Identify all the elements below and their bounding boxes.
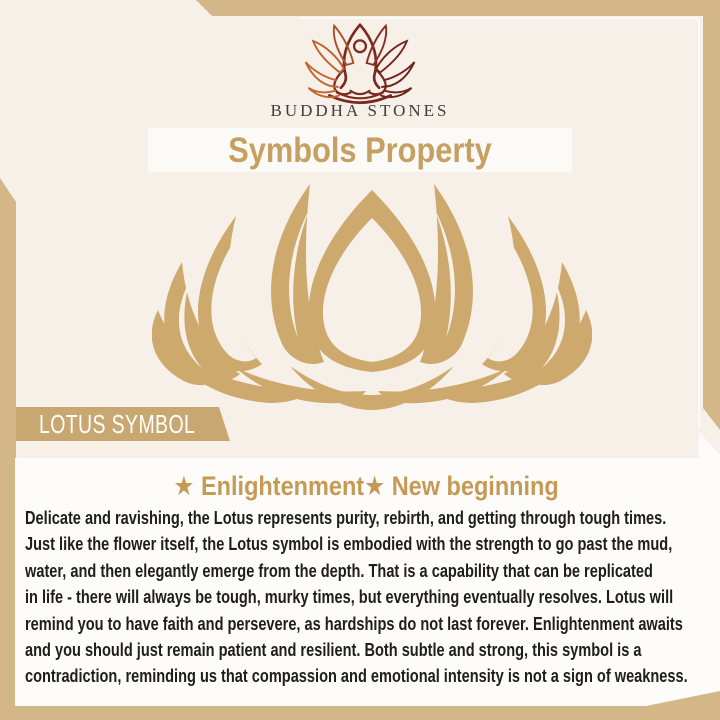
section-label: LOTUS SYMBOL — [39, 409, 196, 439]
page-title: Symbols Property — [228, 131, 492, 170]
paragraph-line: water, and then elegantly emerge from the depth. That is a capability that can be replicated — [25, 560, 653, 581]
paragraph-line: contradiction, reminding us that compassion and emotional intensity is not a sign of weakness. — [25, 666, 688, 687]
left-ribbon — [0, 178, 16, 720]
brand-name: BUDDHA STONES — [270, 101, 450, 120]
meditating-figure-icon — [306, 25, 415, 103]
paragraph-line: and you should just remain patient and resilient. Both subtle and strong, this symbol is a — [25, 639, 642, 660]
paragraph-line: Just like the flower itself, the Lotus symbol is embodied with the strength to go past the mud, — [25, 534, 673, 555]
paragraph-line: Delicate and ravishing, the Lotus represents purity, rebirth, and getting through tough times. — [25, 508, 667, 528]
lotus-petal-cutouts — [179, 204, 565, 368]
paragraph-line: remind you to have faith and persevere, as hardships do not last forever. Enlightenment awaits — [25, 613, 683, 634]
symbol-meaning-heading: ★ Enlightenment★ New beginning — [173, 471, 559, 501]
lotus-illustration — [152, 176, 592, 412]
buddha-stones-logo — [290, 20, 430, 106]
paragraph-line: in life - there will always be tough, murky times, but everything eventually resolves. Lotus will — [25, 587, 674, 608]
description-paragraph — [25, 505, 697, 690]
